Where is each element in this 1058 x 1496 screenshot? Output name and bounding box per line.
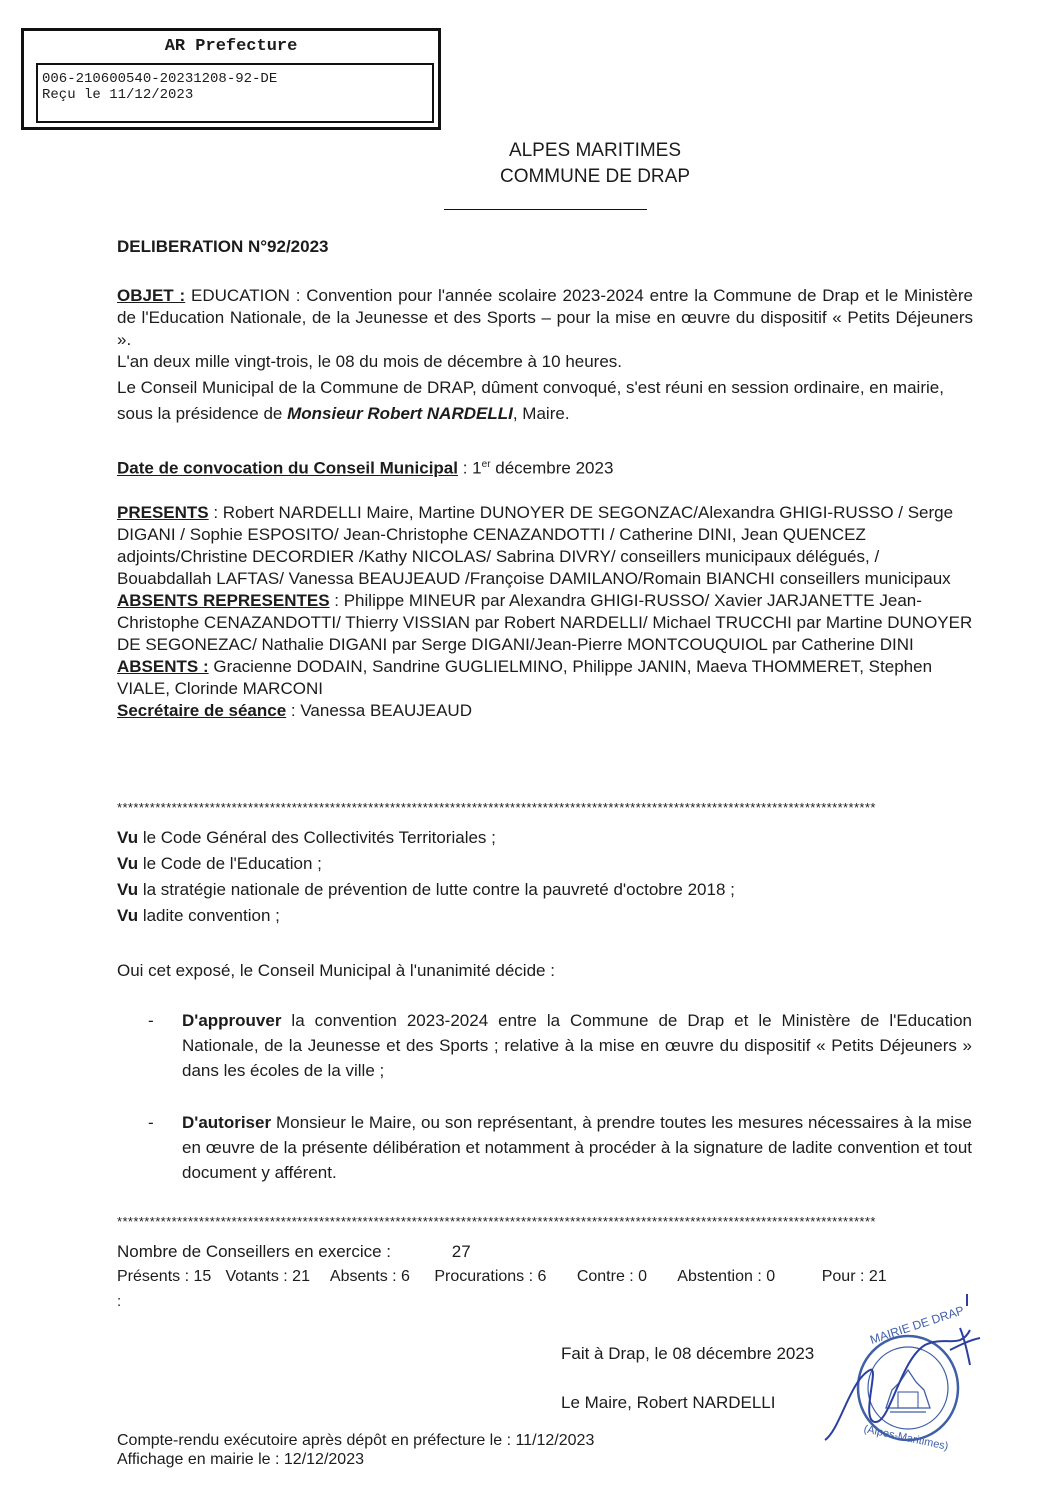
footer-executoire: Compte-rendu exécutoire après dépôt en préfecture le : 11/12/2023 bbox=[117, 1432, 595, 1449]
absents-representes-paragraph bbox=[117, 590, 973, 656]
session-end: , Maire. bbox=[512, 404, 570, 423]
ar-prefecture-stamp bbox=[21, 28, 441, 130]
presents-label: PRESENTS bbox=[117, 503, 209, 522]
vu-block bbox=[117, 825, 973, 929]
vote-absents: Absents : 6 bbox=[329, 1268, 410, 1285]
conseillers-label: Nombre de Conseillers en exercice : bbox=[117, 1242, 392, 1261]
objet-text: EDUCATION : Convention pour l'année scolaire 2023-2024 entre la Commune de Drap et le Ministère de l'Education Nationale, de la Jeunesse et des Sports – pour la mise en œuvre du dispositif « Petits Déjeuners ». bbox=[117, 286, 974, 349]
conseillers-count bbox=[117, 1241, 471, 1263]
secretaire-text: : Vanessa BEAUJEAUD bbox=[286, 701, 472, 720]
decision-text: la convention 2023-2024 entre la Commune de Drap et le Ministère de l'Education Nationale, de la Jeunesse et des Sports ; relative à la mise en œuvre du dispositif « Petits Déjeuners » dans les écoles de la ville ; bbox=[182, 1011, 972, 1080]
vote-contre: Contre : 0 bbox=[576, 1268, 648, 1285]
secretaire-label: Secrétaire de séance bbox=[117, 701, 287, 720]
convocation-line bbox=[117, 454, 973, 480]
bullet-dash: - bbox=[148, 1011, 154, 1030]
absents-paragraph bbox=[117, 656, 973, 700]
department-name: ALPES MARITIMES bbox=[508, 140, 682, 161]
vote-pour: Pour : 21 bbox=[821, 1268, 887, 1285]
commune-name: COMMUNE DE DRAP bbox=[499, 166, 690, 187]
session-text: Le Conseil Municipal de la Commune de DRAP, dûment convoqué, s'est réuni en session ordinaire, en mairie, sous la présidence de bbox=[117, 378, 944, 423]
convocation-date: décembre 2023 bbox=[490, 458, 614, 478]
vote-procurations: Procurations : 6 bbox=[434, 1268, 547, 1285]
president-name: Monsieur Robert NARDELLI bbox=[287, 404, 513, 423]
document-header bbox=[380, 138, 810, 190]
fait-a-drap: Fait à Drap, le 08 décembre 2023 bbox=[561, 1344, 815, 1363]
stamp-reference-number: 006-210600540-20231208-92-DE bbox=[42, 71, 278, 87]
absents-representes-label: ABSENTS REPRESENTES bbox=[117, 591, 330, 610]
footer-affichage: Affichage en mairie le : 12/12/2023 bbox=[117, 1451, 364, 1468]
decision-intro: Oui cet exposé, le Conseil Municipal à l'unanimité décide : bbox=[117, 961, 555, 980]
deliberation-number: DELIBERATION N°92/2023 bbox=[117, 237, 329, 256]
maire-signature-name: Le Maire, Robert NARDELLI bbox=[561, 1393, 776, 1412]
convocation-label: Date de convocation du Conseil Municipal bbox=[117, 458, 458, 478]
seal-top-text: MAIRIE DE DRAP bbox=[868, 1303, 966, 1347]
decision-item bbox=[182, 1008, 972, 1083]
stamp-title: AR Prefecture bbox=[164, 37, 298, 56]
footer bbox=[117, 1431, 594, 1469]
convocation-sup: er bbox=[481, 459, 491, 470]
session-paragraph bbox=[117, 375, 973, 427]
absents-representes-text: : Philippe MINEUR par Alexandra GHIGI-RUSSO/ Xavier JARJANETTE Jean-Christophe CENAZANDOTTI/ Thierry VISSIAN par Robert NARDELLI/ Michael TRUCCHI par Martine DUNOYER DE SEGONEZAC/ Nathalie DIGANI par Serge DIGANI/Jean-Pierre MONTCOUQUIOL par Catherine DINI bbox=[117, 591, 973, 654]
vu-line: Vu ladite convention ; bbox=[117, 906, 280, 925]
decision-text: Monsieur le Maire, ou son représentant, à prendre toutes les mesures nécessaires à la mise en œuvre de la présente délibération et notamment à procéder à la signature de ladite convention et tout document y afférent. bbox=[182, 1113, 972, 1182]
presents-paragraph bbox=[117, 502, 973, 590]
objet-paragraph bbox=[117, 285, 973, 351]
conseillers-value: 27 bbox=[451, 1242, 471, 1261]
vote-trailing-colon: : bbox=[117, 1293, 122, 1310]
convocation-sep: : bbox=[458, 458, 473, 478]
vote-results bbox=[117, 1268, 937, 1286]
seal-bottom-text: (Alpes-Maritimes) bbox=[862, 1423, 950, 1453]
decision-item bbox=[182, 1110, 972, 1185]
decision-verb: D'approuver bbox=[182, 1011, 282, 1030]
attendance-block bbox=[117, 502, 973, 722]
header-divider bbox=[444, 209, 647, 210]
convocation-day: 1 bbox=[472, 458, 482, 478]
separator-stars: ******************************************************************************************************************************************* bbox=[117, 1214, 876, 1229]
date-line: L'an deux mille vingt-trois, le 08 du mois de décembre à 10 heures. bbox=[117, 352, 623, 371]
absents-text: Gracienne DODAIN, Sandrine GUGLIELMINO, Philippe JANIN, Maeva THOMMERET, Stephen VIALE, Clorinde MARCONI bbox=[117, 657, 933, 698]
vote-votants: Votants : 21 bbox=[225, 1268, 310, 1285]
separator-stars: ******************************************************************************************************************************************* bbox=[117, 800, 876, 815]
objet-label: OBJET : bbox=[117, 286, 186, 305]
vote-abstention: Abstention : 0 bbox=[677, 1268, 776, 1285]
vu-line: Vu le Code de l'Education ; bbox=[117, 854, 322, 873]
stamp-received-date: Reçu le 11/12/2023 bbox=[42, 87, 194, 103]
decision-verb: D'autoriser bbox=[182, 1113, 272, 1132]
presents-text: : Robert NARDELLI Maire, Martine DUNOYER DE SEGONZAC/Alexandra GHIGI-RUSSO / Serge DIGANI / Sophie ESPOSITO/ Jean-Christophe CENAZANDOTTI / Catherine DINI, Jean QUENCEZ adjoints/Christine DECORDIER /Kathy NICOLAS/ Sabrina DIVRY/ conseillers municipaux délégués, / Bouabdallah LAFTAS/ Vanessa BEAUJEAUD /Françoise DAMILANO/Romain BIANCHI conseillers municipaux bbox=[117, 503, 954, 588]
vu-line: Vu le Code Général des Collectivités Territoriales ; bbox=[117, 828, 496, 847]
bullet-dash: - bbox=[148, 1113, 154, 1132]
vu-line: Vu la stratégie nationale de prévention de lutte contre la pauvreté d'octobre 2018 ; bbox=[117, 880, 735, 899]
absents-label: ABSENTS : bbox=[117, 657, 209, 676]
stamp-reference-box bbox=[36, 63, 434, 123]
secretaire-paragraph bbox=[117, 700, 973, 722]
vote-presents: Présents : 15 bbox=[117, 1268, 212, 1285]
